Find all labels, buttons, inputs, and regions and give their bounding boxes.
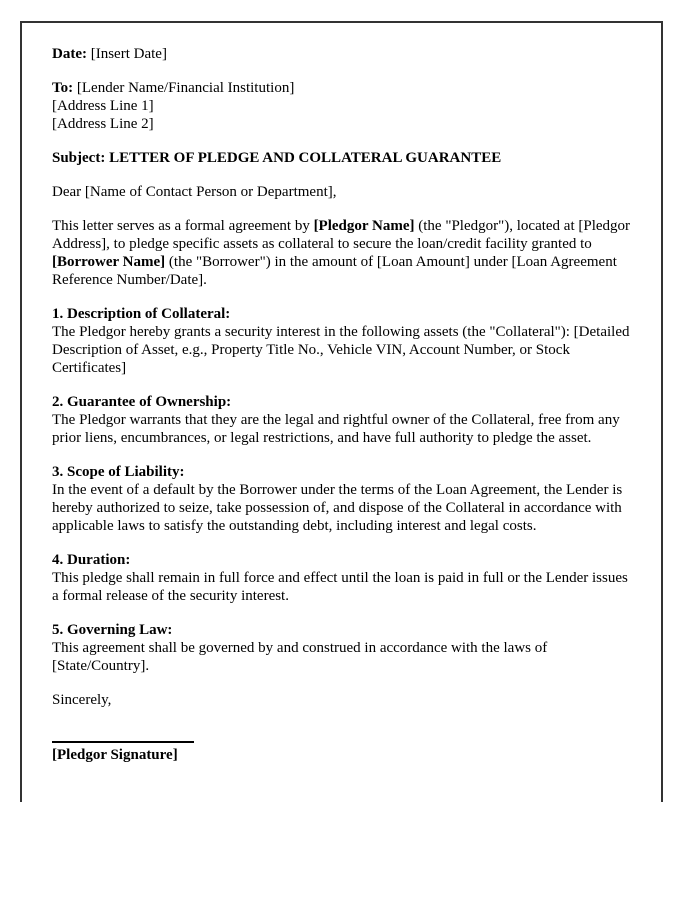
closing-line: Sincerely, [52,692,112,708]
address-line-2: [Address Line 2] [52,116,154,132]
section-text: The Pledgor warrants that they are the legal and rightful owner of the Collateral, free from any prior liens, encumbrances, or legal restrictions, and have full authority to pledge the asset. [52,412,620,446]
intro-text-1: This letter serves as a formal agreement by [52,218,314,234]
subject-line [52,149,631,167]
section-text: The Pledgor hereby grants a security interest in the following assets (the "Collateral"): [Detailed Description of Asset, e.g., Property Title No., Vehicle VIN, Account Number, or Stock Certificates] [52,324,630,376]
borrower-name-bold: [Borrower Name] [52,254,166,270]
intro-paragraph [52,217,631,289]
signature-block [52,741,631,764]
to-value: [Lender Name/Financial Institution] [76,80,295,96]
signature-line [52,741,194,743]
to-label: To: [52,80,74,96]
section-governing-law [52,621,631,675]
salutation: Dear [Name of Contact Person or Department], [52,184,337,200]
section-text: In the event of a default by the Borrower under the terms of the Loan Agreement, the Lender is hereby authorized to seize, take possession of, and dispose of the Collateral in accordance with applicable laws to satisfy the outstanding debt, including interest and legal costs. [52,482,623,534]
section-collateral [52,305,631,377]
section-liability [52,463,631,535]
section-text: This agreement shall be governed by and construed in accordance with the laws of [State/Country]. [52,640,548,674]
intro-text-3: (the "Borrower") in the amount of [Loan Amount] under [Loan Agreement Reference Number/Date]. [52,254,617,288]
section-heading: 4. Duration: [52,552,131,568]
section-text: This pledge shall remain in full force and effect until the loan is paid in full or the Lender issues a formal release of the security interest. [52,570,628,604]
recipient-block [52,79,631,133]
section-ownership [52,393,631,447]
intro-text-2: (the "Pledgor"), located at [Pledgor Address], to pledge specific assets as collateral to secure the loan/credit facility granted to [52,218,631,252]
date-line [52,45,631,63]
subject-text: Subject: LETTER OF PLEDGE AND COLLATERAL GUARANTEE [52,150,502,166]
date-label: Date: [52,46,87,62]
section-heading: 3. Scope of Liability: [52,464,185,480]
address-line-1: [Address Line 1] [52,98,154,114]
section-heading: 1. Description of Collateral: [52,306,231,322]
section-heading: 2. Guarantee of Ownership: [52,394,232,410]
section-duration [52,551,631,605]
document-page [20,21,663,802]
signature-label: [Pledgor Signature] [52,747,178,763]
date-value: [Insert Date] [90,46,167,62]
to-line [52,79,631,97]
pledgor-name-bold: [Pledgor Name] [313,218,415,234]
section-heading: 5. Governing Law: [52,622,173,638]
